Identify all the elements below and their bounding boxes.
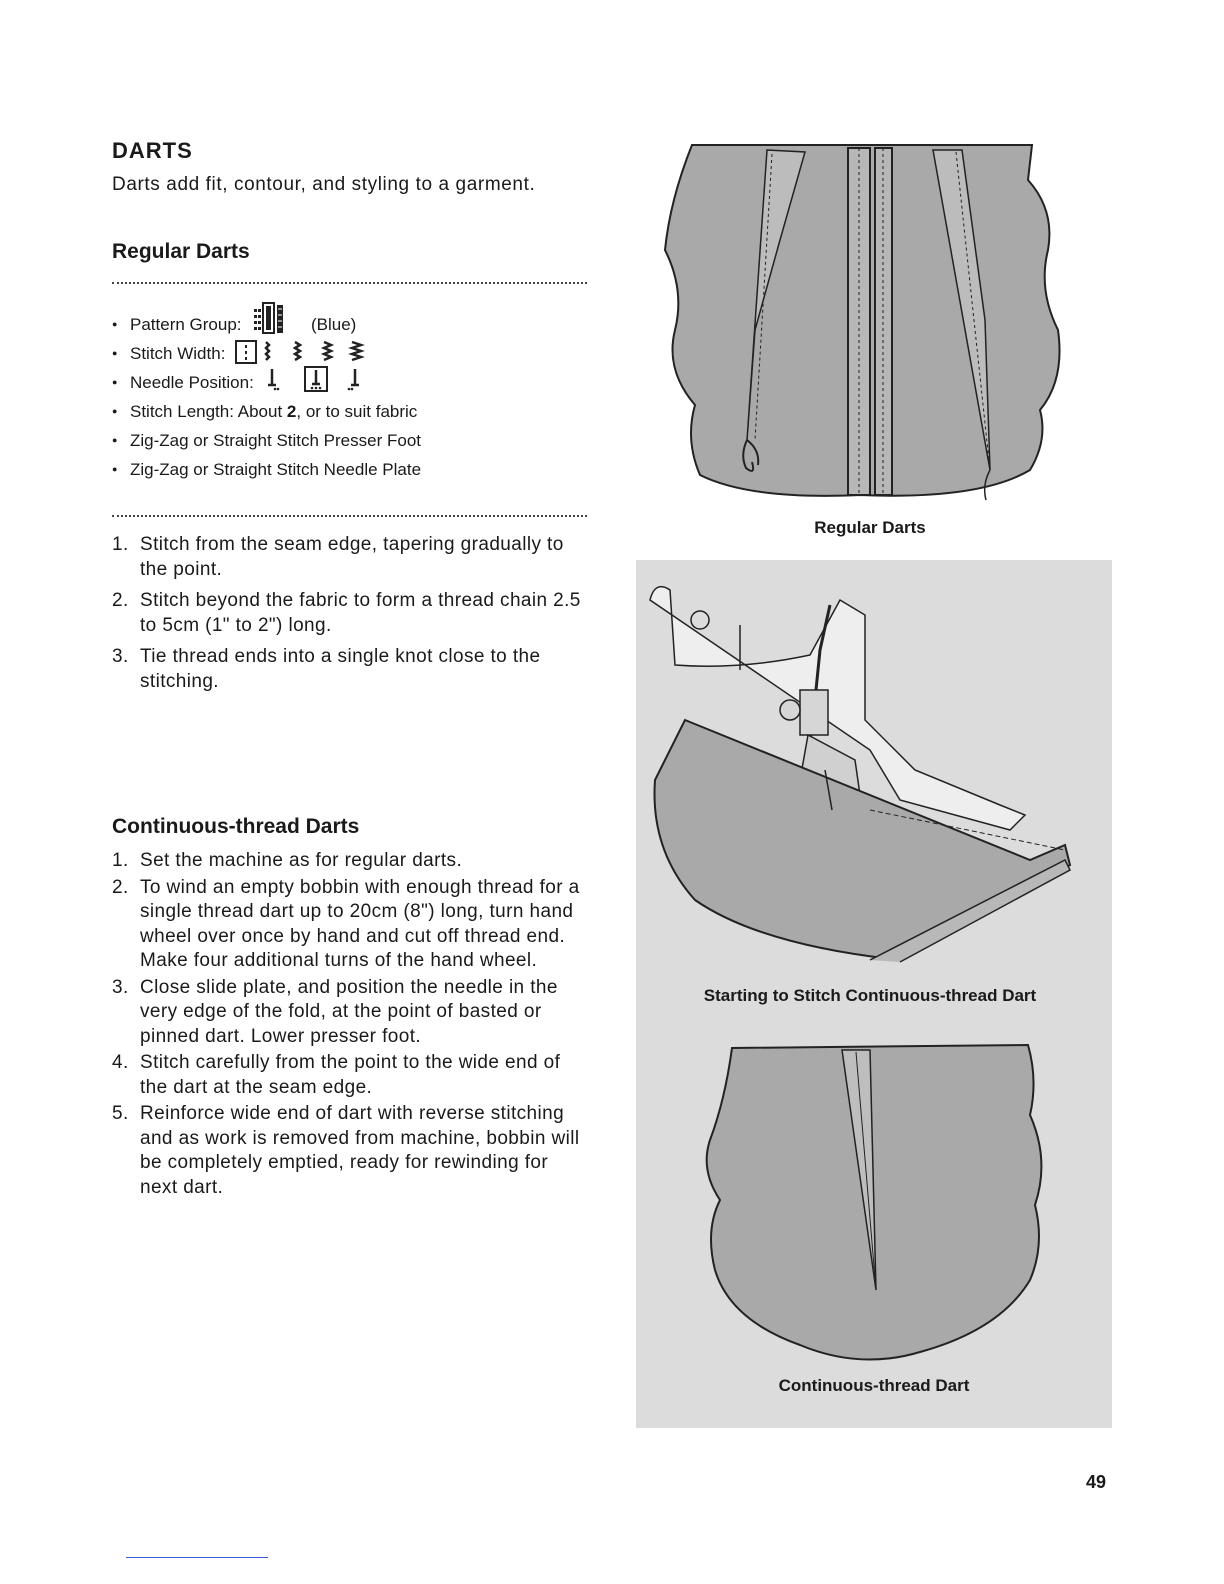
list-item: 2. To wind an empty bobbin with enough thread for a single thread dart up to 20cm (8") long, turn hand wheel over once by hand and cut off thread end. Make four additional turns of the hand wheel. <box>112 876 580 971</box>
stitch-length-note: , or to suit fabric <box>296 402 418 421</box>
starting-dart-illustration <box>640 570 1108 985</box>
setting-needle-position <box>112 368 587 397</box>
starting-dart-caption: Starting to Stitch Continuous-thread Dart <box>703 986 1037 1005</box>
list-item: 4. Stitch carefully from the point to the wide end of the dart at the seam edge. <box>112 1052 561 1098</box>
continuous-darts-steps <box>112 849 587 1202</box>
setting-presser-foot: ● Zig-Zag or Straight Stitch Presser Foot <box>112 426 587 455</box>
divider-bottom <box>112 515 587 517</box>
regular-darts-heading: Regular Darts <box>112 240 250 263</box>
setting-needle-plate: ● Zig-Zag or Straight Stitch Needle Plate <box>112 455 587 484</box>
list-item: 1. Stitch from the seam edge, tapering gradually to the point. <box>112 534 564 580</box>
stitch-length-label: Stitch Length: About <box>130 402 287 421</box>
needle-position-label: Needle Position: <box>130 373 254 392</box>
list-item: 3. Close slide plate, and position the needle in the very edge of the fold, at the point of basted or pinned dart. Lower presser foot. <box>112 976 558 1047</box>
regular-darts-illustration <box>660 140 1080 520</box>
continuous-dart-caption: Continuous-thread Dart <box>778 1376 970 1395</box>
pattern-group-icon <box>252 301 296 337</box>
list-item: 1. Set the machine as for regular darts. <box>112 850 463 871</box>
pattern-group-label: Pattern Group: <box>130 315 242 334</box>
page-number: 49 <box>1086 1472 1107 1492</box>
footer-line <box>126 1557 268 1558</box>
list-item: 5. Reinforce wide end of dart with reverse stitching and as work is removed from machine, bobbin will be completely emptied, ready for rewinding for next dart. <box>112 1103 580 1198</box>
divider-top <box>112 282 587 284</box>
continuous-darts-heading: Continuous-thread Darts <box>112 815 360 838</box>
setting-stitch-length <box>112 397 587 426</box>
page-title: DARTS <box>112 138 193 163</box>
machine-settings-list <box>112 310 587 484</box>
stitch-width-icon <box>234 338 384 366</box>
regular-darts-steps <box>112 533 587 701</box>
pattern-group-color: (Blue) <box>310 315 357 334</box>
intro-text: Darts add fit, contour, and styling to a garment. <box>112 174 536 195</box>
continuous-dart-illustration <box>690 1040 1060 1370</box>
regular-darts-caption: Regular Darts <box>814 518 926 537</box>
list-item: 2. Stitch beyond the fabric to form a thread chain 2.5 to 5cm (1" to 2") long. <box>112 590 581 636</box>
stitch-length-value: 2 <box>286 402 297 421</box>
stitch-width-label: Stitch Width: <box>130 344 226 363</box>
setting-pattern-group <box>112 310 587 339</box>
list-item: 3. Tie thread ends into a single knot close to the stitching. <box>112 646 541 692</box>
needle-position-icon <box>265 365 385 395</box>
